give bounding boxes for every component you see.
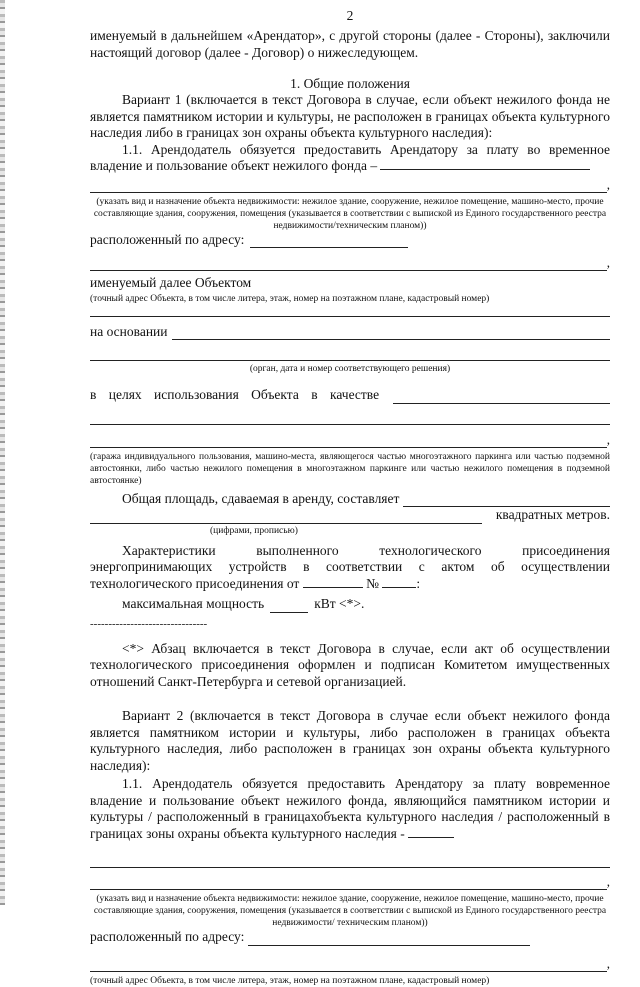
- page-number: 2: [346, 8, 354, 23]
- tech-date-field[interactable]: [303, 576, 363, 588]
- variant1-clause-text: 1.1. Арендодатель обязуется предоставить Арендатору за плату во временное владение и пользование объект нежилого фонда –: [90, 141, 610, 173]
- caption-purpose: (гаража индивидуального пользования, машино-места, являющегося частью многоэтажного паркинга или частью подземной автостоянки, либо частью нежилого помещения в многоэтажном паркинге или частью нежилого помещения в подземной автостоянке): [90, 451, 610, 486]
- power-unit: кВт <*>.: [314, 596, 365, 611]
- intro-paragraph: именуемый в дальнейшем «Арендатор», с другой стороны (далее - Стороны), заключили настоящий договор (далее - Договор) о нижеследующем.: [90, 28, 610, 60]
- area-unit: квадратных метров.: [495, 507, 610, 522]
- area-field-line-2[interactable]: [90, 511, 482, 524]
- purpose-label: в целях использования Объекта в качестве: [90, 387, 380, 402]
- tech-no-label: №: [366, 575, 379, 591]
- tech-number-field[interactable]: [382, 576, 416, 588]
- purpose-field-line-3[interactable]: [90, 434, 607, 448]
- variant2-address-row: [90, 929, 610, 946]
- object-field-line-2[interactable]: [90, 179, 607, 193]
- variant2-address-label: расположенный по адресу:: [90, 929, 245, 944]
- caption-address: (точный адрес Объекта, в том числе литера, этаж, номер на поэтажном плане, кадастровый номер): [90, 293, 490, 304]
- object-field[interactable]: [380, 158, 590, 170]
- variant2-address-field[interactable]: [248, 934, 530, 946]
- purpose-row: [90, 387, 610, 404]
- purpose-field[interactable]: [393, 391, 610, 404]
- named-label: именуемый далее Объектом: [90, 275, 252, 290]
- variant2-clause-text: 1.1. Арендодатель обязуется предоставить Арендатору за плату вовременное владение и пользование объект нежилого фонда, являющийся памятником истории и культуры / расположенный в границахобъекта культурного наследия / расположенный в границах зоны охраны объекта культурного наследия -: [90, 776, 610, 841]
- footnote-divider: --------------------------------: [90, 617, 208, 630]
- area-label: Общая площадь, сдаваемая в аренду, составляет: [122, 490, 400, 506]
- section-title: 1. Общие положения: [290, 76, 410, 91]
- address-row: [90, 232, 610, 249]
- power-row: [90, 596, 610, 613]
- area-row: [90, 491, 610, 508]
- scan-edge: [0, 0, 5, 905]
- address-details-line[interactable]: [90, 303, 610, 317]
- document-page: 2 именуемый в дальнейшем «Арендатор», с другой стороны (далее - Стороны), заключили настоящий договор (далее - Договор) о нижеследующем. 1. Общие положения Вариант 1 (включается в текст Договора в случае, если объект нежилого фонда не является памятником истории и культуры, не расположен в границах объекта культурного наследия либо в границах зон охраны объекта культурного наследия): 1.1. Арендодатель обязуется предоставить Арендатору за плату во временное владение и пользование объект нежилого фонда – , (указать вид и назначение объекта недвижимости: нежилое здание, сооружение, нежилое помещение, машино-место, прочие составляющие здания, сооружения, помещения (указывается в соответствии с выпиской из Единого государственного реестра недвижимости/техническим планом)) расположенный по адресу: , именуемый далее Объектом (точный адрес Объекта, в том числе литера, этаж, номер на поэтажном плане, кадастровый номер) на основании (орган, дата и номер соответствующего решения) в целях использования Объекта в качестве , (гаража индивидуального пользования, машино-места, являющегося частью многоэтажного паркинга или частью подземной автостоянки, либо частью нежилого помещения в многоэтажном паркинге или частью нежилого помещения в подземной автостоянке) Общая площадь, сдаваемая в аренду, составляет квадратных метров. (цифрами, прописью) Характеристики выполненного технологического присоединения энергопринимающих устройств в соответствии с актом об осуществлении технологического присоединения от № : максимальная мощность кВт <*>. -------------------------------- <*> Абзац включается в текст Договора в случае, если акт об осуществлении технологического присоединения оформлен и подписан Комитетом имущественных отношений Санкт-Петербурга и сетевой организацией. Вариант 2 (включается в текст Договора в случае если объект нежилого фонда является памятником истории и культуры, либо расположен в границах объекта культурного наследия, либо расположен в границах зон охраны объекта культурного наследия): 1.1. Арендодатель обязуется предоставить Арендатору за плату вовременное владение и пользование объект нежилого фонда, являющийся памятником истории и культуры / расположенный в границахобъекта культурного наследия / расположенный в границах зоны охраны объекта культурного наследия - , (указать вид и назначение объекта недвижимости: нежилое здание, сооружение, нежилое помещение, машино-место, прочие составляющие здания, сооружения, помещения (указывается в соответствии с выпиской из Единого государственного реестра недвижимости/ техническим планом)) расположенный по адресу: , (точный адрес Объекта, в том числе литера, этаж, номер на поэтажном плане, кадастровый номер): [90, 8, 610, 986]
- variant2-clause-1-1: [90, 776, 610, 842]
- variant2-object-line-3[interactable]: [90, 876, 607, 890]
- variant1-clause-1-1: [90, 142, 610, 175]
- address-field-line-2[interactable]: [90, 257, 607, 271]
- address-label: расположенный по адресу:: [90, 231, 245, 247]
- basis-label: на основании: [90, 323, 168, 339]
- power-field[interactable]: [270, 601, 308, 613]
- variant2-object-line-2[interactable]: [90, 854, 610, 868]
- variant2-caption-object: (указать вид и назначение объекта недвижимости: нежилое здание, сооружение, нежилое помещение, машино-место, прочие составляющие здания, сооружения, помещения (указывается в соответствии с выпиской из Единого государственного реестра недвижимости/ техническим планом)): [93, 894, 607, 928]
- caption-basis: (орган, дата и номер соответствующего решения): [249, 364, 451, 374]
- variant2-caption-address: (точный адрес Объекта, в том числе литера, этаж, номер на поэтажном плане, кадастровый номер): [90, 975, 490, 986]
- address-field[interactable]: [250, 236, 408, 248]
- area-field[interactable]: [403, 494, 610, 507]
- variant2-object-field[interactable]: [408, 826, 454, 838]
- variant2-paragraph: Вариант 2 (включается в текст Договора в случае если объект нежилого фонда является памятником истории и культуры, либо расположен в границах объекта культурного наследия, либо расположен в границах зон охраны объекта культурного наследия):: [90, 708, 610, 773]
- footnote: <*> Абзац включается в текст Договора в случае, если акт об осуществлении технологического присоединения оформлен и подписан Комитетом имущественных отношений Санкт-Петербурга и сетевой организацией.: [90, 640, 610, 689]
- caption-area: (цифрами, прописью): [210, 525, 298, 536]
- caption-object-type: (указать вид и назначение объекта недвижимости: нежилое здание, сооружение, нежилое помещение, машино-место, прочие составляющие здания, сооружения, помещения (указывается в соответствии с выпиской из Единого государственного реестра недвижимости/техническим планом)): [93, 196, 607, 231]
- named-row: [90, 275, 610, 292]
- variant2-address-line-2[interactable]: [90, 958, 607, 972]
- tech-text: Характеристики выполненного технологического присоединения энергопринимающих устройств в соответствии с актом об осуществлении технологического присоединения от: [90, 542, 610, 591]
- power-label: максимальная мощность: [122, 596, 265, 611]
- tech-paragraph: Характеристики выполненного технологического присоединения энергопринимающих устройств в соответствии с актом об осуществлении технологического присоединения от № :: [90, 542, 610, 591]
- area-row-2: [90, 507, 610, 524]
- basis-row: [90, 324, 610, 341]
- basis-field-line-2[interactable]: [90, 347, 610, 361]
- purpose-field-line-2[interactable]: [90, 411, 610, 425]
- basis-field[interactable]: [172, 327, 610, 340]
- variant1-paragraph: Вариант 1 (включается в текст Договора в случае, если объект нежилого фонда не является памятником истории и культуры, не расположен в границах объекта культурного наследия либо в границах зон охраны объекта культурного наследия):: [90, 92, 610, 140]
